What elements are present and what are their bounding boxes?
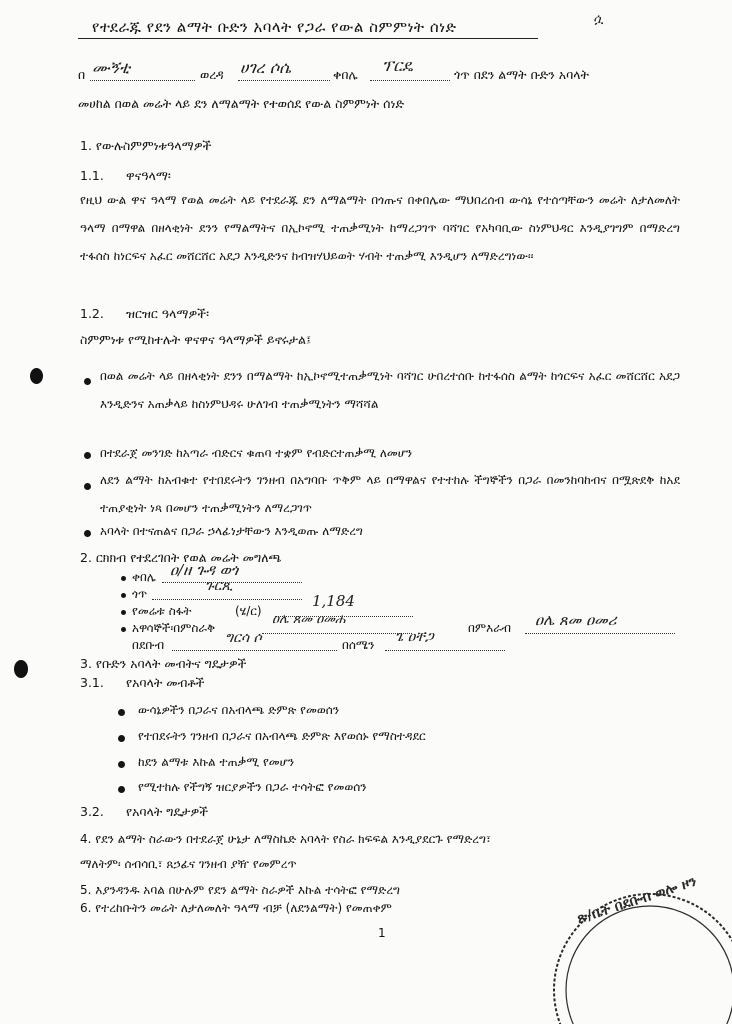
punch-hole-icon [30, 368, 43, 384]
handwritten-kebele-field: ዐ/ዘ ጉዳ ወጎ [170, 561, 239, 579]
section-3-1-number: 3.1. [80, 675, 104, 690]
bullet-icon [121, 593, 126, 598]
title-underline [78, 38, 538, 39]
right-2: የተበደሩትን ገንዘብ በጋራና በአብላጫ ድምጽ እየወሰኑ የማስተዳደር [138, 729, 426, 743]
bullet-icon [121, 610, 126, 615]
kebele-dotline [238, 80, 330, 81]
bullet-icon [118, 761, 125, 768]
area-label: የመሬቱ ስፋት [132, 604, 192, 618]
area-unit: (ሄ/ር) [235, 604, 262, 618]
section-3-2-number: 3.2. [80, 804, 104, 819]
bullet-icon [84, 530, 91, 537]
handwritten-area-value: 1,184 [312, 592, 355, 610]
document-title: የተደራጁ የደን ልማት ቡድን አባላት የጋራ የውል ስምምነት ሰነድ [92, 18, 457, 36]
section-3-2-heading: የአባላት ግዴታዎች [126, 804, 209, 819]
section-3-heading: 3. የቡድን አባላት መብትና ግዴታዎች [80, 656, 247, 671]
section-1-2-heading: ዝርዝር ዓላማዎች፡ [126, 306, 210, 321]
item-4-line-2: ማለትም፡ ሰብሳቢ፣ ጸኃፊና ገንዘብ ያዥ የመምረጥ [80, 857, 297, 871]
bullet-icon [118, 735, 125, 742]
objective-bullet-3: ለደን ልማት ከአብቁተ የተበደሩትን ገንዘብ በአግባቡ ጥቅም ላይ በማዋልና የተተከሉ ችግኞችን በጋራ በመንከባከብና በሟጽደቅ ከአደ ተጠያቂነት ነጻ በመሆን ተጠቃሚነትን ለማረጋገጥ [100, 473, 680, 515]
neighbors-label: አዋሳኞች፡በምስራቅ [132, 621, 216, 635]
west-dotline [525, 633, 675, 634]
section-1-2-intro: ስምምነቱ የሚከተሉት ዋናዋና ዓላማዎች ይኖሩታል፤ [80, 332, 312, 347]
right-4: የሚተከሉ የችግኝ ዝርያዎችን በጋራ ተሳትፎ የመወሰን [138, 780, 367, 794]
got-field-dotline [152, 599, 302, 600]
objective-bullet-1: በወል መሬት ላይ በዘላቂነት ደንን በማልማት ከኢኮኖሚተጠቃሚነት ባሻገር ሁበረተሰቡ ከተፋሰስ ልማት ከጎርፍና አፈር መሸርሸር አደጋ እንዲድንና አጠቃላይ ከስነምህዳሩ ሁለገብ ተጠቃሚነትን ማሻሻል [100, 369, 680, 411]
intro-woreda-label: ወረዳ [200, 67, 224, 82]
handwritten-woreda: ሙኝቲ [92, 58, 131, 77]
page-number: 1 [378, 926, 386, 940]
got-dotline [370, 80, 450, 81]
item-4-line-1: 4. የደን ልማት ስራውን በተደራጀ ሁኔታ ለማስኬድ አባላት የስራ ክፍፍል እንዲያደርጉ የማድረግ፣ [80, 832, 491, 846]
north-dotline [172, 650, 337, 651]
section-1-1-number: 1.1. [80, 168, 104, 183]
woreda-dotline [90, 80, 195, 81]
handwritten-secretary-name: ዐሌ ጸመ ዐመሪ [535, 611, 617, 629]
section-1-2-number: 1.2. [80, 306, 104, 321]
bullet-icon [84, 483, 91, 490]
intro-line1-suffix: ጎጥ በደን ልማት ቡድን አባላት [454, 67, 589, 82]
east-dotline [262, 633, 412, 634]
right-1: ውሳኔዎችን በጋራና በአብላጫ ድምጽ የመወሰን [138, 703, 340, 717]
objective-bullet-2: በተደራጀ መንገድ ከአጣራ ብድርና ቁጠባ ተቋም የብድርተጠቃሚ ለመሆን [100, 446, 413, 460]
handwritten-chair-name: ዐሌ ጸመ ዐመሐ [272, 612, 346, 627]
handwritten-got-field: ጉርጺ [205, 578, 233, 594]
section-1-1-heading: ዋናዓላማ፡ [126, 168, 171, 183]
bullet-icon [84, 378, 91, 385]
intro-line2: መሀከል በወል መሬት ላይ ደን ለማልማት የተወሰደ የውል ስምምነት ሰነድ [78, 96, 405, 111]
objective-bullet-4: አባላት በተናጠልና በጋራ ኃላፊነታቸውን እንዲወጡ ለማድረግ [100, 524, 363, 538]
bullet-icon [118, 709, 125, 716]
south-label: በሰሜን [342, 638, 375, 652]
north-label: በደቡብ [132, 638, 165, 652]
item-5: 5. እያንዳንዱ አባል በሁሉም የደን ልማት ስራዎች እኩል ተሳትፎ የማድረግ [80, 883, 401, 897]
got-label: ጎጥ [132, 587, 148, 601]
corner-mark: ሷ [593, 12, 604, 27]
bullet-icon [121, 576, 126, 581]
handwritten-east-value: ግርሳ ሶ [225, 630, 262, 646]
intro-prefix: በ [78, 67, 86, 82]
bullet-icon [84, 452, 91, 459]
handwritten-got: ፕርዴ [382, 56, 413, 75]
section-2-heading: 2. ርክክብ የተደረገበት የወል መሬት መግለጫ [80, 550, 282, 565]
west-label: በምእራብ [468, 621, 511, 635]
section-1-1-paragraph: የዚህ ውል ዋና ዓላማ የወል መሬት ላይ የተደራጁ ደን ለማልማት በጎጡና በቀበሌው ማህበረሰብ ውሳኔ የተሰጣቸውን መሬት ለታለመለት ዓላማ በማዋል በዘላቂነት ደንን የማልማትና በኢኮኖሚ ተጠቃሚነት ከማረጋገጥ ባሻገር የአካባቢው ስነምህዳር እንዲያገግም በማድረግ ተፋሰስ ከነርፍና አፈር መሸርሸር አደጋ እንዲድንና ከብዝሃህይወት ሃብት ተጠቃሚ እንዲሆን ለማድረግነው፡፡ [80, 193, 680, 263]
bullet-icon [118, 786, 125, 793]
punch-hole-icon [14, 660, 28, 678]
section-3-1-heading: የአባላት መብቶች [126, 675, 205, 690]
stamp-text: ጽ/ቤት በደቡብ ወሎ ዞን [575, 873, 699, 928]
bullet-icon [121, 627, 126, 632]
right-3: ከደን ልማቱ እኩል ተጠቃሚ የመሆን [138, 755, 295, 769]
handwritten-west-value: ጌ ዐቸጋ [395, 629, 434, 645]
intro-kebele-label: ቀበሌ [333, 67, 358, 82]
section-1-heading: 1. የውሉስምምነቱዓላማዎች [80, 138, 212, 153]
item-6: 6. የተረከቡትን መሬት ለታለመለት ዓላማ ብቻ (ለደንልማት) የመጠቀም [80, 901, 392, 915]
handwritten-kebele: ሀገረ ሶሴ [240, 58, 292, 77]
kebele-label: ቀበሌ [132, 570, 156, 584]
south-dotline [385, 650, 505, 651]
